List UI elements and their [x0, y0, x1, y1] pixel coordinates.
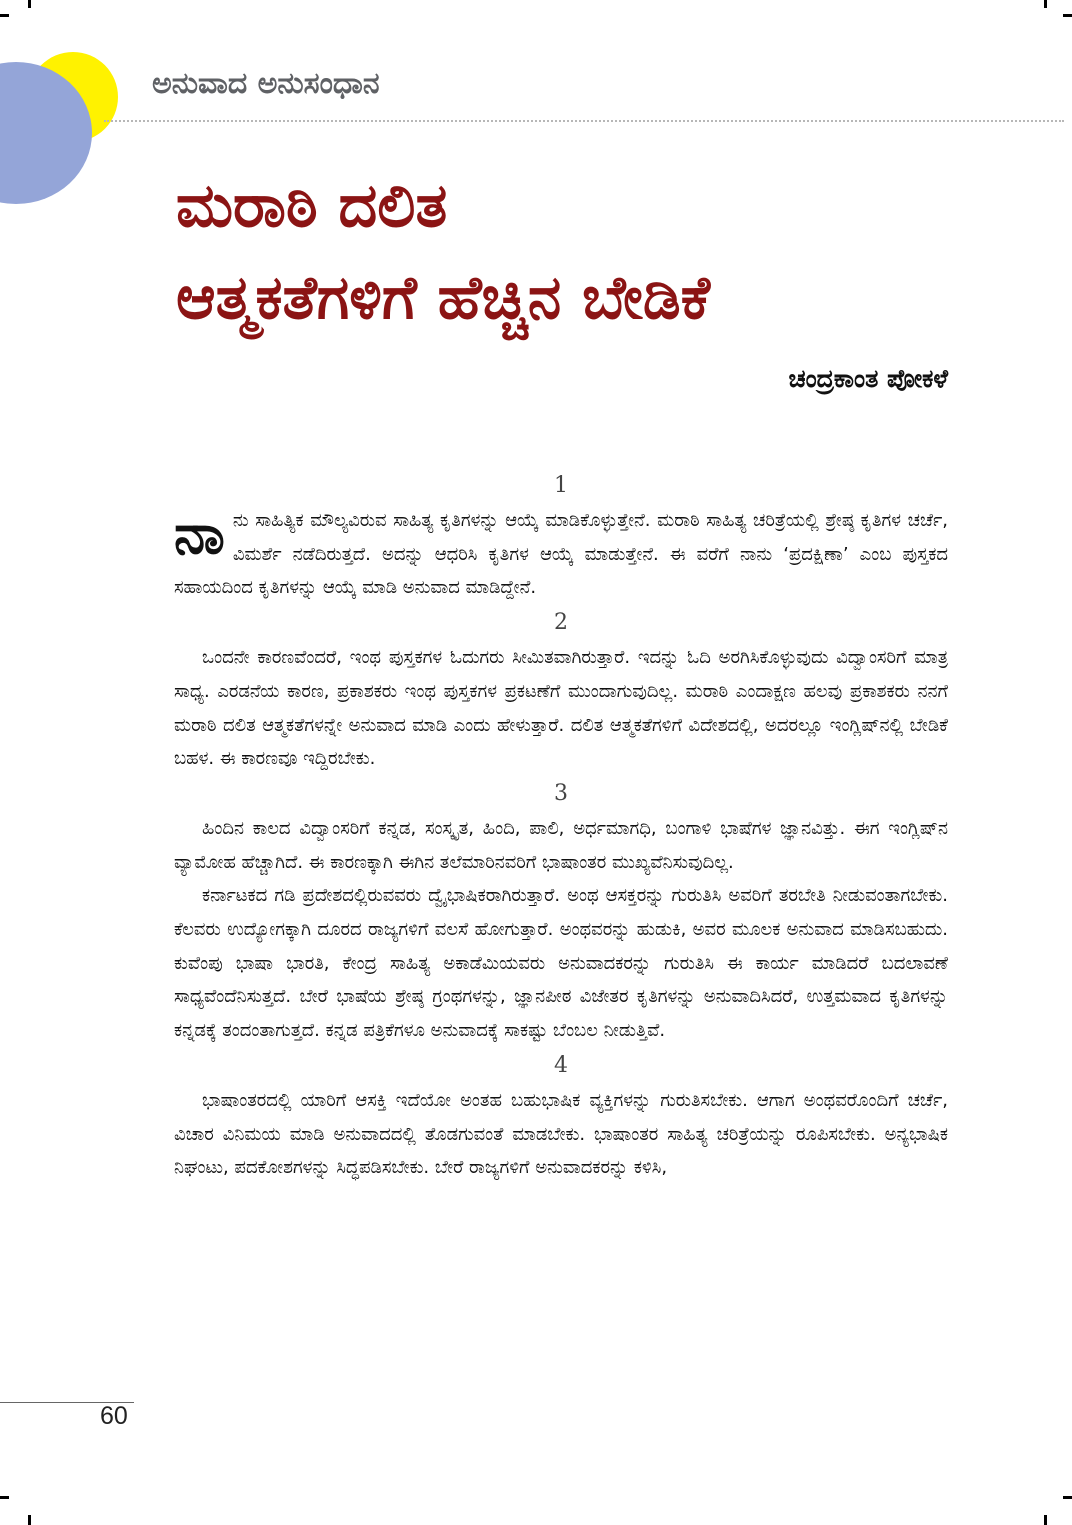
section-number: 3: [554, 780, 568, 806]
crop-mark: [1044, 1515, 1047, 1525]
crop-mark: [0, 1496, 9, 1499]
crop-mark: [1063, 14, 1072, 17]
drop-cap: ನಾ: [174, 502, 225, 567]
paragraph: ಹಿಂದಿನ ಕಾಲದ ವಿದ್ವಾಂಸರಿಗೆ ಕನ್ನಡ, ಸಂಸ್ಕೃತ, ಹಿಂದಿ, ಪಾಲಿ, ಅರ್ಧಮಾಗಧಿ, ಬಂಗಾಳಿ ಭಾಷೆಗಳ ಜ್ಞಾನವಿತ್ತು. ಈಗ ಇಂಗ್ಲಿಷ್‌ನ ವ್ಯಾಮೋಹ ಹೆಚ್ಚಾಗಿದೆ. ಈ ಕಾರಣಕ್ಕಾಗಿ ಈಗಿನ ತಲೆಮಾರಿನವರಿಗೆ ಭಾಷಾಂತರ ಮುಖ್ಯವೆನಿಸುವುದಿಲ್ಲ.: [174, 817, 948, 873]
dotted-divider: [104, 120, 1064, 122]
section-label: ಅನುವಾದ ಅನುಸಂಧಾನ: [152, 66, 380, 101]
paragraph: ಒಂದನೇ ಕಾರಣವೆಂದರೆ, ಇಂಥ ಪುಸ್ತಕಗಳ ಓದುಗರು ಸೀಮಿತವಾಗಿರುತ್ತಾರೆ. ಇದನ್ನು ಓದಿ ಅರಗಿಸಿಕೊಳ್ಳುವುದು ವಿದ್ವಾಂಸರಿಗೆ ಮಾತ್ರ ಸಾಧ್ಯ. ಎರಡನೆಯ ಕಾರಣ, ಪ್ರಕಾಶಕರು ಇಂಥ ಪುಸ್ತಕಗಳ ಪ್ರಕಟಣೆಗೆ ಮುಂದಾಗುವುದಿಲ್ಲ. ಮರಾಠಿ ಎಂದಾಕ್ಷಣ ಹಲವು ಪ್ರಕಾಶಕರು ನನಗೆ ಮರಾಠಿ ದಲಿತ ಆತ್ಮಕತೆಗಳನ್ನೇ ಅನುವಾದ ಮಾಡಿ ಎಂದು ಹೇಳುತ್ತಾರೆ. ದಲಿತ ಆತ್ಮಕತೆಗಳಿಗೆ ವಿದೇಶದಲ್ಲಿ, ಅದರಲ್ಲೂ ಇಂಗ್ಲಿಷ್‌ನಲ್ಲಿ ಬೇಡಿಕೆ ಬಹಳ. ಈ ಕಾರಣವೂ ಇದ್ದಿರಬೇಕು.: [174, 647, 948, 770]
crop-mark: [1063, 1496, 1072, 1499]
crop-mark: [0, 14, 9, 17]
article-body: [174, 468, 948, 1388]
crop-mark: [1044, 0, 1047, 8]
paragraph: [174, 504, 948, 605]
section-number: 2: [554, 610, 568, 636]
title-line: ಮರಾಠಿ ದಲಿತ: [176, 171, 448, 241]
section-number: 4: [554, 1052, 568, 1078]
article-title: [176, 160, 710, 344]
author-name: ಚಂದ್ರಕಾಂತ ಪೋಕಳೆ: [788, 364, 948, 393]
title-line: ಆತ್ಮಕತೆಗಳಿಗೆ ಹೆಚ್ಚಿನ ಬೇಡಿಕೆ: [176, 263, 711, 333]
section-number: 1: [554, 473, 568, 498]
crop-mark: [28, 0, 31, 8]
paragraph-text: ನು ಸಾಹಿತ್ಯಿಕ ಮೌಲ್ಯವಿರುವ ಸಾಹಿತ್ಯ ಕೃತಿಗಳನ್ನು ಆಯ್ಕೆ ಮಾಡಿಕೊಳ್ಳುತ್ತೇನೆ. ಮರಾಠಿ ಸಾಹಿತ್ಯ ಚರಿತ್ರೆಯಲ್ಲಿ ಶ್ರೇಷ್ಠ ಕೃತಿಗಳ ಚರ್ಚೆ, ವಿಮರ್ಶೆ ನಡೆದಿರುತ್ತದೆ. ಅದನ್ನು ಆಧರಿಸಿ ಕೃತಿಗಳ ಆಯ್ಕೆ ಮಾಡುತ್ತೇನೆ. ಈ ವರೆಗೆ ನಾನು ‘ಪ್ರದಕ್ಷಿಣಾ’ ಎಂಬ ಪುಸ್ತಕದ ಸಹಾಯದಿಂದ ಕೃತಿಗಳನ್ನು ಆಯ್ಕೆ ಮಾಡಿ ಅನುವಾದ ಮಾಡಿದ್ದೇನೆ.: [174, 510, 948, 599]
paragraph: ಕರ್ನಾಟಕದ ಗಡಿ ಪ್ರದೇಶದಲ್ಲಿರುವವರು ದ್ವೈಭಾಷಿಕರಾಗಿರುತ್ತಾರೆ. ಅಂಥ ಆಸಕ್ತರನ್ನು ಗುರುತಿಸಿ ಅವರಿಗೆ ತರಬೇತಿ ನೀಡುವಂತಾಗಬೇಕು. ಕೆಲವರು ಉದ್ಯೋಗಕ್ಕಾಗಿ ದೂರದ ರಾಜ್ಯಗಳಿಗೆ ವಲಸೆ ಹೋಗುತ್ತಾರೆ. ಅಂಥವರನ್ನು ಹುಡುಕಿ, ಅವರ ಮೂಲಕ ಅನುವಾದ ಮಾಡಿಸಬಹುದು. ಕುವೆಂಪು ಭಾಷಾ ಭಾರತಿ, ಕೇಂದ್ರ ಸಾಹಿತ್ಯ ಅಕಾಡೆಮಿಯವರು ಅನುವಾದಕರನ್ನು ಗುರುತಿಸಿ ಈ ಕಾರ್ಯ ಮಾಡಿದರೆ ಬದಲಾವಣೆ ಸಾಧ್ಯವೆಂದೆನಿಸುತ್ತದೆ. ಬೇರೆ ಭಾಷೆಯ ಶ್ರೇಷ್ಠ ಗ್ರಂಥಗಳನ್ನು, ಜ್ಞಾನಪೀಠ ವಿಜೇತರ ಕೃತಿಗಳನ್ನು ಅನುವಾದಿಸಿದರೆ, ಉತ್ತಮವಾದ ಕೃತಿಗಳನ್ನು ಕನ್ನಡಕ್ಕೆ ತಂದಂತಾಗುತ್ತದೆ. ಕನ್ನಡ ಪತ್ರಿಕೆಗಳೂ ಅನುವಾದಕ್ಕೆ ಸಾಕಷ್ಟು ಬೆಂಬಲ ನೀಡುತ್ತಿವೆ.: [174, 885, 948, 1042]
crop-mark: [28, 1515, 31, 1525]
page-number: 60: [100, 1402, 128, 1430]
paragraph: ಭಾಷಾಂತರದಲ್ಲಿ ಯಾರಿಗೆ ಆಸಕ್ತಿ ಇದೆಯೋ ಅಂತಹ ಬಹುಭಾಷಿಕ ವ್ಯಕ್ತಿಗಳನ್ನು ಗುರುತಿಸಬೇಕು. ಆಗಾಗ ಅಂಥವರೊಂದಿಗೆ ಚರ್ಚೆ, ವಿಚಾರ ವಿನಿಮಯ ಮಾಡಿ ಅನುವಾದದಲ್ಲಿ ತೊಡಗುವಂತೆ ಮಾಡಬೇಕು. ಭಾಷಾಂತರ ಸಾಹಿತ್ಯ ಚರಿತ್ರೆಯನ್ನು ರೂಪಿಸಬೇಕು. ಅನ್ಯಭಾಷಿಕ ನಿಘಂಟು, ಪದಕೋಶಗಳನ್ನು ಸಿದ್ಧಪಡಿಸಬೇಕು. ಬೇರೆ ರಾಜ್ಯಗಳಿಗೆ ಅನುವಾದಕರನ್ನು ಕಳಿಸಿ,: [174, 1089, 948, 1179]
